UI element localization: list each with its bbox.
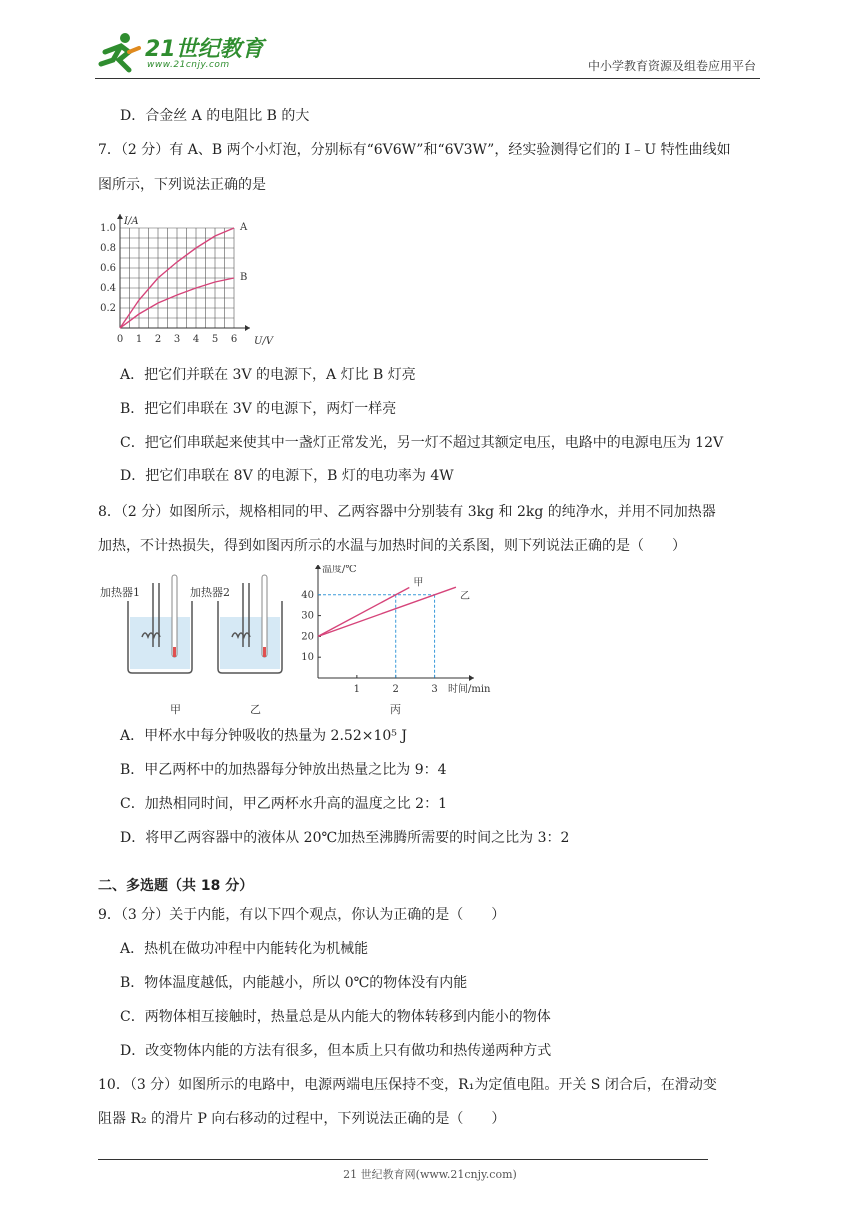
q8-option-b: B．甲乙两杯中的加热器每分钟放出热量之比为 9：4 (120, 762, 447, 778)
footer-divider (98, 1159, 708, 1160)
x-tick-label: 6 (230, 334, 238, 345)
x-tick-label: 1 (353, 684, 361, 695)
x-tick-label: 5 (211, 334, 219, 345)
x-tick-label: 2 (392, 684, 399, 695)
q8-temperature-chart (301, 565, 491, 695)
y-axis-label: 温度/℃ (322, 565, 357, 575)
cup-label-jia: 甲 (170, 703, 181, 715)
q7-stem-line2: 图所示，下列说法正确的是 (98, 177, 266, 193)
heater2-label: 加热器2 (190, 586, 230, 599)
page-header (95, 28, 760, 79)
y-tick-label: 0.2 (100, 303, 116, 314)
y-tick-label: 1.0 (100, 223, 116, 234)
q10-stem-line1: 10．（3 分）如图所示的电路中，电源两端电压保持不变，R₁为定值电阻。开关 S 闭合后，在滑动变 (98, 1077, 717, 1093)
y-tick-label: 0.4 (100, 283, 116, 294)
y-axis-label: I/A (124, 216, 139, 227)
q8-stem-line1: 8．（2 分）如图所示，规格相同的甲、乙两容器中分别装有 3kg 和 2kg 的纯净水，并用不同加热器 (98, 504, 716, 520)
logo-text: 21世纪教育 (145, 37, 264, 62)
y-tick-label: 10 (301, 652, 314, 664)
q8-option-a: A．甲杯水中每分钟吸收的热量为 2.52×10⁵ J (120, 728, 407, 744)
curve-label-A: A (240, 222, 248, 233)
q9-stem: 9．（3 分）关于内能，有以下四个观点，你认为正确的是（ ） (98, 907, 506, 923)
x-axis-label: U/V (254, 336, 274, 347)
q9-option-d: D．改变物体内能的方法有很多，但本质上只有做功和热传递两种方式 (120, 1043, 552, 1059)
q9-option-a: A．热机在做功冲程中内能转化为机械能 (120, 941, 369, 957)
q10-stem-line2: 阻器 R₂ 的滑片 P 向右移动的过程中，下列说法正确的是（ ） (98, 1111, 506, 1127)
x-tick-label: 3 (173, 334, 181, 345)
q8-stem-line2: 加热，不计热损失，得到如图丙所示的水温与加热时间的关系图，则下列说法正确的是（ ） (98, 538, 686, 554)
graph-label-bing: 丙 (390, 703, 401, 715)
x-axis-label: 时间/min (448, 684, 491, 695)
section-multi-choice-heading: 二、多选题（共 18 分） (98, 878, 254, 894)
x-tick-label: 3 (431, 684, 438, 695)
curve-label-B: B (240, 272, 248, 283)
cup-label-yi: 乙 (250, 703, 261, 715)
q7-iu-chart (98, 200, 278, 352)
x-axis-arrow (245, 325, 250, 331)
y-axis-arrow (117, 214, 123, 219)
line-label-甲: 甲 (413, 577, 424, 589)
q7-option-d: D．把它们串联在 8V 的电源下，B 灯的电功率为 4W (120, 468, 454, 484)
x-tick-label: 4 (192, 334, 200, 345)
runner-logo-icon (95, 30, 143, 74)
q8-figure (98, 565, 498, 715)
q8-option-d: D．将甲乙两容器中的液体从 20℃加热至沸腾所需要的时间之比为 3：2 (120, 830, 570, 846)
y-axis-arrow (315, 565, 321, 569)
q7-grid (120, 228, 234, 328)
q7-option-b: B．把它们串联在 3V 的电源下，两灯一样亮 (120, 401, 397, 417)
q8-option-c: C．加热相同时间，甲乙两杯水升高的温度之比 2：1 (120, 796, 447, 812)
header-platform-text: 中小学教育资源及组卷应用平台 (587, 59, 756, 73)
q9-option-b: B．物体温度越低，内能越小，所以 0℃的物体没有内能 (120, 975, 468, 991)
heater1-label: 加热器1 (100, 586, 140, 599)
q9-option-c: C．两物体相互接触时，热量总是从内能大的物体转移到内能小的物体 (120, 1009, 551, 1025)
y-tick-label: 40 (301, 589, 314, 601)
x-axis-arrow (469, 675, 474, 681)
q6-option-d: D．合金丝 A 的电阻比 B 的大 (120, 108, 310, 124)
page-footer: 21 世纪教育网(www.21cnjy.com) (343, 1168, 517, 1181)
q7-option-c: C．把它们串联起来使其中一盏灯正常发光，另一灯不超过其额定电压，电路中的电源电压为 12V (120, 435, 724, 451)
x-tick-label: 1 (135, 334, 143, 345)
x-tick-label: 2 (154, 334, 162, 345)
y-tick-label: 30 (301, 610, 314, 622)
line-label-乙: 乙 (459, 591, 470, 603)
logo-url: www.21cnjy.com (147, 60, 230, 70)
y-tick-label: 0.6 (100, 263, 116, 274)
q7-axes (117, 214, 250, 331)
q7-stem-line1: 7．（2 分）有 A、B 两个小灯泡，分别标有“6V6W”和“6V3W”，经实验测得它们的 I﹣U 特性曲线如 (98, 142, 731, 158)
x-tick-label: 0 (116, 334, 124, 345)
site-logo (95, 30, 265, 74)
y-tick-label: 20 (301, 631, 314, 643)
q7-option-a: A．把它们并联在 3V 的电源下，A 灯比 B 灯亮 (120, 367, 416, 383)
y-tick-label: 0.8 (100, 243, 116, 254)
